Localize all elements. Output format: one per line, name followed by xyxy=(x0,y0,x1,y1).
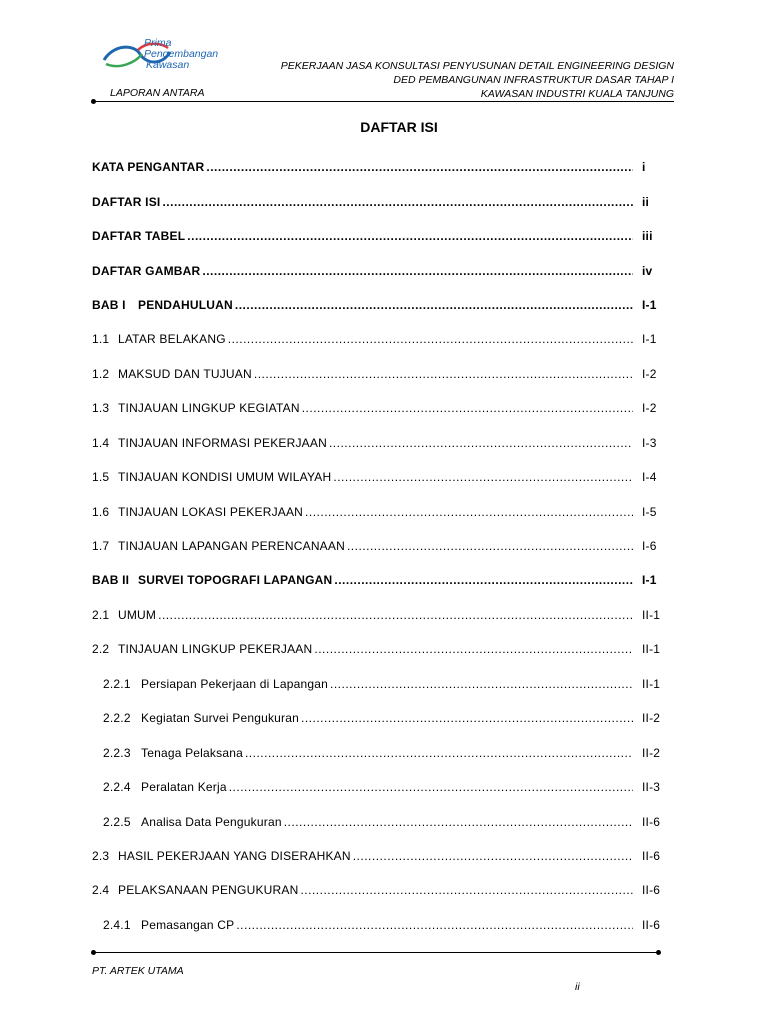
toc-entry-label: TINJAUAN LINGKUP PEKERJAAN xyxy=(118,642,313,657)
toc-entry-title xyxy=(103,815,282,829)
toc-entry-title xyxy=(92,608,156,622)
toc-dot-leader xyxy=(347,539,633,553)
toc-entry-title xyxy=(92,573,332,587)
toc-page-number: II-2 xyxy=(642,745,661,760)
toc-page-number: i xyxy=(642,160,646,175)
toc-dot-leader xyxy=(245,746,633,760)
toc-entry-title xyxy=(103,746,243,760)
toc-entry[interactable] xyxy=(92,322,670,356)
toc-dot-leader xyxy=(353,849,633,863)
toc-page-number: II-6 xyxy=(642,883,661,898)
toc-entry-label: DAFTAR TABEL xyxy=(92,229,186,244)
toc-entry[interactable] xyxy=(92,460,670,494)
toc-entry-label: PELAKSANAAN PENGUKURAN xyxy=(118,883,299,898)
page-title: DAFTAR ISI xyxy=(360,119,438,135)
toc-dot-leader xyxy=(228,332,633,346)
project-title-line: DED PEMBANGUNAN INFRASTRUKTUR DASAR TAHAP I xyxy=(393,74,674,86)
logo-line: Prima xyxy=(144,37,172,49)
company-logo xyxy=(100,38,220,88)
toc-entry[interactable] xyxy=(92,563,670,597)
toc-entry-label: KATA PENGANTAR xyxy=(92,160,205,175)
toc-dot-leader xyxy=(301,711,633,725)
header-divider xyxy=(94,101,674,102)
toc-entry-number: 1.3 xyxy=(92,401,110,416)
toc-entry[interactable] xyxy=(92,735,670,769)
toc-dot-leader xyxy=(329,436,633,450)
toc-page-number: II-1 xyxy=(642,607,661,622)
toc-entry[interactable] xyxy=(92,391,670,425)
toc-entry-number: 2.2.2 xyxy=(103,711,131,726)
toc-page-number: I-5 xyxy=(642,504,657,519)
toc-page-number: II-3 xyxy=(642,780,661,795)
toc-entry-label: HASIL PEKERJAAN YANG DISERAHKAN xyxy=(118,848,351,863)
toc-entry-label: DAFTAR ISI xyxy=(92,194,161,209)
toc-dot-leader xyxy=(314,642,633,656)
toc-entry-label: Tenaga Pelaksana xyxy=(141,745,243,760)
toc-entry-label: TINJAUAN KONDISI UMUM WILAYAH xyxy=(118,470,332,485)
toc-entry-title xyxy=(92,401,300,415)
toc-page-number: I-2 xyxy=(642,366,657,381)
toc-entry[interactable] xyxy=(92,219,670,253)
toc-entry-title xyxy=(92,539,345,553)
toc-entry-number: 2.2.4 xyxy=(103,780,131,795)
toc-entry-number: 1.1 xyxy=(92,332,110,347)
toc-entry[interactable] xyxy=(92,667,670,701)
toc-entry[interactable] xyxy=(92,839,670,873)
toc-entry[interactable] xyxy=(92,253,670,287)
toc-entry-label: Peralatan Kerja xyxy=(141,780,227,795)
toc-dot-leader xyxy=(158,608,633,622)
toc-page-number: I-3 xyxy=(642,435,657,450)
toc-page-number: iii xyxy=(642,229,653,244)
toc-entry-number: 1.2 xyxy=(92,366,110,381)
toc-page-number: I-1 xyxy=(642,297,657,312)
toc-entry-number: 2.3 xyxy=(92,848,110,863)
toc-entry-title xyxy=(103,918,234,932)
toc-entry-number: 1.6 xyxy=(92,504,110,519)
toc-entry-label: UMUM xyxy=(118,607,157,622)
toc-entry-number: 1.5 xyxy=(92,470,110,485)
toc-entry-label: TINJAUAN LAPANGAN PERENCANAAN xyxy=(118,539,345,554)
toc-entry-title xyxy=(92,298,233,312)
toc-entry-title xyxy=(92,160,204,174)
toc-entry-title xyxy=(92,332,226,346)
toc-entry[interactable] xyxy=(92,150,670,184)
toc-page-number: II-6 xyxy=(642,814,661,829)
toc-entry-title xyxy=(92,505,303,519)
toc-page-number: I-6 xyxy=(642,539,657,554)
toc-entry-title xyxy=(92,883,298,897)
table-of-contents xyxy=(92,150,670,942)
logo-line: Pengembangan xyxy=(144,48,219,60)
toc-entry-title xyxy=(92,195,160,209)
toc-entry-number: 1.7 xyxy=(92,539,110,554)
toc-entry-title xyxy=(92,229,185,243)
toc-dot-leader xyxy=(333,470,633,484)
toc-entry-label: Pemasangan CP xyxy=(141,917,235,932)
toc-dot-leader xyxy=(330,677,633,691)
toc-dot-leader xyxy=(162,195,633,209)
toc-entry[interactable] xyxy=(92,908,670,942)
toc-dot-leader xyxy=(229,780,633,794)
toc-entry-title xyxy=(103,677,328,691)
toc-entry-number: 2.2.5 xyxy=(103,814,131,829)
toc-page-number: II-2 xyxy=(642,711,661,726)
toc-entry[interactable] xyxy=(92,701,670,735)
toc-entry-number: 2.4 xyxy=(92,883,110,898)
toc-entry[interactable] xyxy=(92,529,670,563)
toc-entry-number: 2.2.3 xyxy=(103,745,131,760)
toc-page-number: I-1 xyxy=(642,332,657,347)
toc-entry-label: TINJAUAN LINGKUP KEGIATAN xyxy=(118,401,300,416)
toc-dot-leader xyxy=(236,918,633,932)
toc-entry-label: TINJAUAN INFORMASI PEKERJAAN xyxy=(118,435,327,450)
toc-entry-number: 2.2 xyxy=(92,642,110,657)
toc-entry[interactable] xyxy=(92,184,670,218)
toc-entry-title xyxy=(92,642,312,656)
toc-entry-number: 2.4.1 xyxy=(103,917,131,932)
toc-dot-leader xyxy=(284,815,633,829)
footer-divider xyxy=(94,952,659,953)
project-title-line: KAWASAN INDUSTRI KUALA TANJUNG xyxy=(480,88,674,100)
toc-entry[interactable] xyxy=(92,598,670,632)
toc-entry-number: 1.4 xyxy=(92,435,110,450)
toc-page-number: I-4 xyxy=(642,470,657,485)
toc-dot-leader xyxy=(187,229,633,243)
toc-entry-label: Kegiatan Survei Pengukuran xyxy=(141,711,299,726)
toc-page-number: II-6 xyxy=(642,917,661,932)
toc-dot-leader xyxy=(206,160,633,174)
toc-dot-leader xyxy=(305,505,633,519)
toc-entry-label: SURVEI TOPOGRAFI LAPANGAN xyxy=(138,573,333,588)
logo-wordmark xyxy=(144,38,218,71)
toc-entry[interactable] xyxy=(92,357,670,391)
toc-entry-title xyxy=(103,780,227,794)
toc-page-number: ii xyxy=(642,194,650,209)
toc-entry-number: 2.1 xyxy=(92,607,110,622)
toc-entry[interactable] xyxy=(92,494,670,528)
toc-page-number: I-1 xyxy=(642,573,657,588)
toc-page-number: II-6 xyxy=(642,848,661,863)
toc-entry-label: PENDAHULUAN xyxy=(138,297,233,312)
toc-entry-title xyxy=(92,264,200,278)
toc-entry-title xyxy=(92,367,252,381)
toc-entry-number: BAB II xyxy=(92,573,130,588)
toc-entry-label: LATAR BELAKANG xyxy=(118,332,226,347)
toc-entry-label: TINJAUAN LOKASI PEKERJAAN xyxy=(118,504,304,519)
toc-page-number: I-2 xyxy=(642,401,657,416)
toc-dot-leader xyxy=(300,883,633,897)
toc-entry-title xyxy=(103,711,299,725)
toc-page-number: II-1 xyxy=(642,642,661,657)
toc-page-number: iv xyxy=(642,263,653,278)
toc-entry-label: Analisa Data Pengukuran xyxy=(141,814,282,829)
toc-entry-number: BAB I xyxy=(92,297,126,312)
toc-entry-label: Persiapan Pekerjaan di Lapangan xyxy=(141,676,329,691)
footer-divider-dot xyxy=(91,950,96,955)
toc-entry-label: MAKSUD DAN TUJUAN xyxy=(118,366,252,381)
toc-entry[interactable] xyxy=(92,873,670,907)
page-number: ii xyxy=(575,981,580,993)
report-type: LAPORAN ANTARA xyxy=(110,87,205,99)
header-divider-dot xyxy=(91,99,96,104)
toc-entry-number: 2.2.1 xyxy=(103,676,131,691)
toc-dot-leader xyxy=(202,264,633,278)
toc-page-number: II-1 xyxy=(642,676,661,691)
toc-entry[interactable] xyxy=(92,632,670,666)
project-title-line: PEKERJAAN JASA KONSULTASI PENYUSUNAN DETAIL ENGINEERING DESIGN xyxy=(280,60,674,72)
toc-entry-title xyxy=(92,470,331,484)
toc-entry-title xyxy=(92,849,351,863)
toc-entry[interactable] xyxy=(92,426,670,460)
logo-line: Kawasan xyxy=(146,59,190,71)
footer-divider-dot xyxy=(656,950,661,955)
toc-dot-leader xyxy=(302,401,633,415)
toc-entry-label: DAFTAR GAMBAR xyxy=(92,263,201,278)
toc-dot-leader xyxy=(334,573,633,587)
toc-entry[interactable] xyxy=(92,770,670,804)
toc-entry-title xyxy=(92,436,327,450)
toc-entry[interactable] xyxy=(92,804,670,838)
footer-company: PT. ARTEK UTAMA xyxy=(92,965,184,977)
toc-dot-leader xyxy=(235,298,633,312)
toc-entry[interactable] xyxy=(92,288,670,322)
toc-dot-leader xyxy=(254,367,633,381)
project-title xyxy=(281,59,674,101)
